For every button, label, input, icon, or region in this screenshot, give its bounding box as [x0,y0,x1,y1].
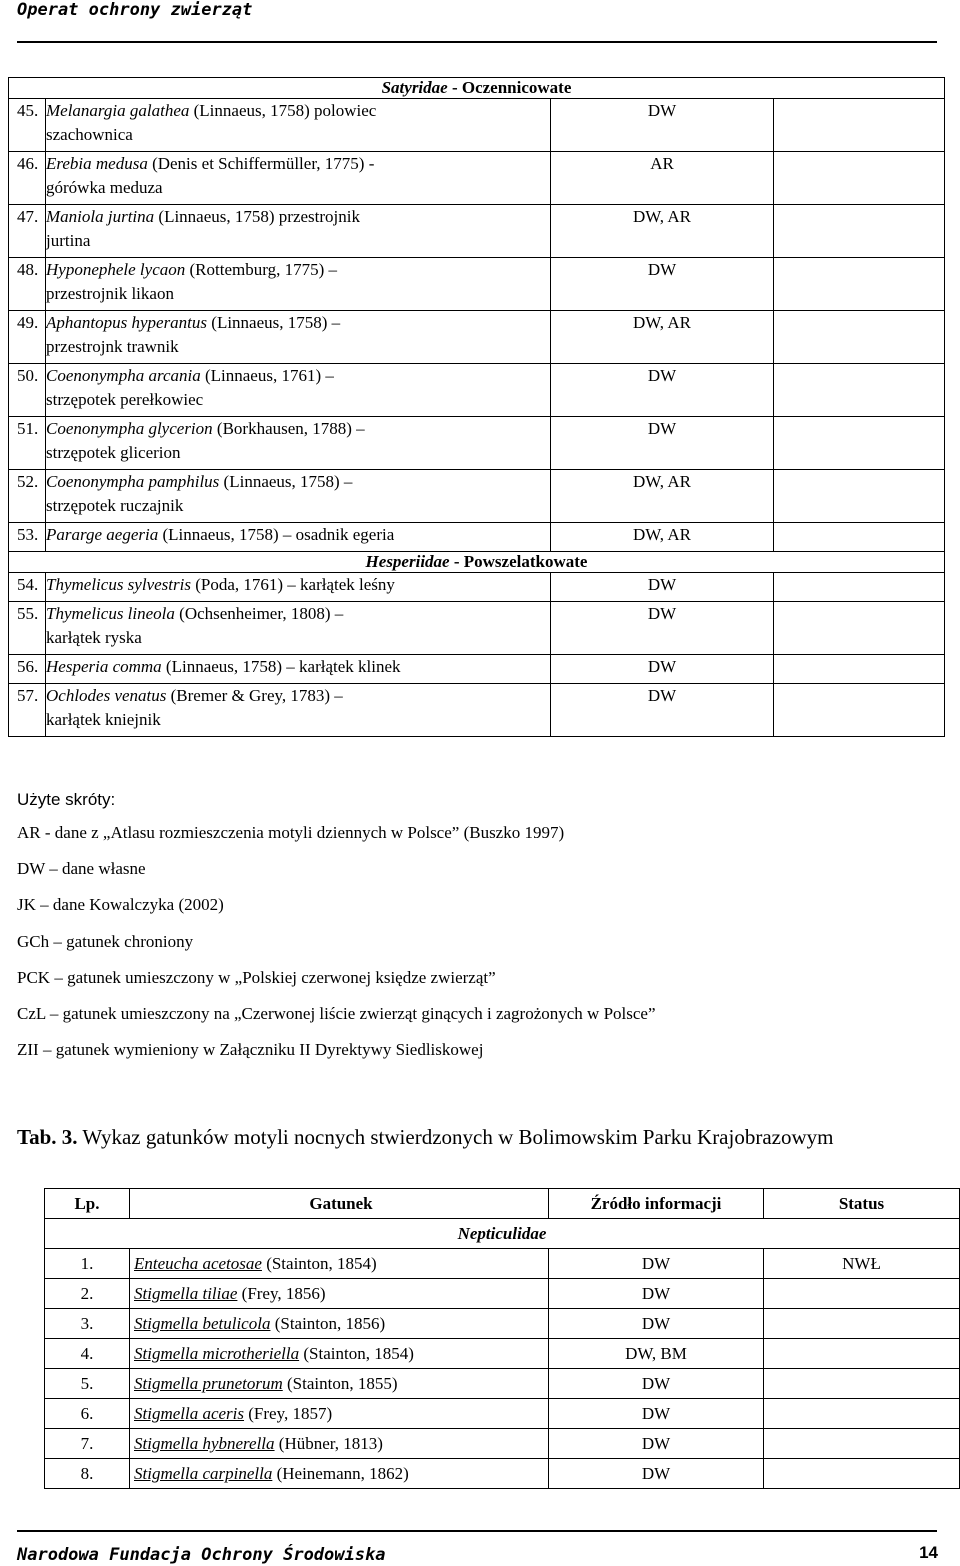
species-row [9,99,945,152]
species-number: 49. [9,311,46,364]
species-source: DW [551,99,774,152]
moth-species [130,1429,549,1459]
moth-number: 3. [45,1309,130,1339]
species-common-line2: strzępotek perełkowiec [46,390,204,409]
species-latin: Coenonympha pamphilus [46,472,220,491]
species-author-common: (Bremer & Grey, 1783) – [166,686,343,705]
moth-species [130,1399,549,1429]
species-source: DW, AR [551,205,774,258]
species-status [774,205,945,258]
moth-row [45,1429,960,1459]
abbreviation-item: GCh – gatunek chroniony [17,931,194,951]
abbreviation-item: JK – dane Kowalczyka (2002) [17,895,224,915]
species-source: AR [551,152,774,205]
species-common-line2: szachownica [46,125,133,144]
species-latin: Coenonympha glycerion [46,419,213,438]
moth-author: (Stainton, 1856) [270,1314,386,1333]
moth-status [764,1459,960,1489]
moth-source: DW [549,1309,764,1339]
family-row-satyridae [9,78,945,99]
species-author-common: (Linnaeus, 1758) – osadnik egeria [158,525,395,544]
species-latin: Ochlodes venatus [46,686,167,705]
footer-rule [17,1530,937,1532]
moth-status [764,1369,960,1399]
species-latin: Melanargia galathea [46,101,190,120]
abbreviations-title: Użyte skróty: [17,790,116,809]
species-number: 50. [9,364,46,417]
species-latin: Thymelicus sylvestris [46,575,191,594]
table-header-row [45,1189,960,1219]
moth-latin: Stigmella microtheriella [134,1344,300,1363]
moth-species [130,1369,549,1399]
species-latin: Pararge aegeria [46,525,159,544]
species-row [9,523,945,552]
abbreviation-item: AR - dane z „Atlasu rozmieszczenia motyli dziennych w Polsce” (Buszko 1997) [17,823,565,842]
family-latin: Satyridae [381,78,448,97]
footer-org: Narodowa Fundacja Ochrony Środowiska [17,1545,386,1565]
moth-source: DW [549,1249,764,1279]
species-common-line2: jurtina [46,231,91,250]
header-zrodlo: Źródło informacji [549,1189,764,1219]
moth-species-table [44,1188,960,1489]
species-name [46,470,551,523]
species-author-common: (Ochsenheimer, 1808) – [174,604,344,623]
species-name [46,364,551,417]
moth-source: DW [549,1459,764,1489]
species-status [774,684,945,737]
moth-number: 5. [45,1369,130,1399]
abbreviation-item: PCK – gatunek umieszczony w „Polskiej czerwonej księdze zwierząt” [17,967,496,987]
page-header-title: Operat ochrony zwierząt [17,0,253,20]
species-name [46,99,551,152]
moth-row [45,1249,960,1279]
species-row [9,655,945,684]
species-number: 55. [9,602,46,655]
species-row [9,364,945,417]
moth-author: (Heinemann, 1862) [272,1464,409,1483]
header-lp: Lp. [45,1189,130,1219]
species-number: 57. [9,684,46,737]
moth-row [45,1279,960,1309]
moth-latin: Stigmella prunetorum [134,1374,283,1393]
moth-status: NWŁ [764,1249,960,1279]
species-source: DW, AR [551,311,774,364]
species-latin: Aphantopus hyperantus [46,313,208,332]
species-status [774,99,945,152]
species-number: 56. [9,655,46,684]
moth-species [130,1309,549,1339]
species-name [46,311,551,364]
moth-species [130,1459,549,1489]
species-name [46,523,551,552]
moth-latin: Stigmella aceris [134,1404,245,1423]
species-name [46,417,551,470]
species-source: DW [551,258,774,311]
moth-row [45,1369,960,1399]
species-status [774,655,945,684]
moth-author: (Stainton, 1854) [261,1254,377,1273]
moth-number: 4. [45,1339,130,1369]
species-number: 47. [9,205,46,258]
species-number: 54. [9,573,46,602]
table-caption-text: Wykaz gatunków motyli nocnych stwierdzonych w Bolimowskim Parku Krajobrazowym [77,1125,834,1149]
moth-species [130,1249,549,1279]
species-source: DW, AR [551,523,774,552]
moth-source: DW [549,1369,764,1399]
species-row [9,258,945,311]
species-author-common: (Linnaeus, 1758) – [207,313,341,332]
species-number: 53. [9,523,46,552]
moth-number: 8. [45,1459,130,1489]
species-status [774,523,945,552]
moth-latin: Stigmella betulicola [134,1314,271,1333]
moth-status [764,1309,960,1339]
species-status [774,470,945,523]
moth-number: 6. [45,1399,130,1429]
moth-number: 7. [45,1429,130,1459]
species-number: 48. [9,258,46,311]
species-source: DW [551,602,774,655]
species-number: 52. [9,470,46,523]
moth-source: DW [549,1429,764,1459]
species-row [9,602,945,655]
species-status [774,258,945,311]
species-author-common: (Linnaeus, 1758) – [219,472,353,491]
species-author-common: (Linnaeus, 1761) – [200,366,334,385]
species-latin: Thymelicus lineola [46,604,175,623]
moth-latin: Stigmella hybnerella [134,1434,275,1453]
species-author-common: (Rottemburg, 1775) – [185,260,337,279]
table-caption [17,1121,944,1154]
moth-status [764,1339,960,1369]
species-row [9,205,945,258]
header-status: Status [764,1189,960,1219]
family-polish: - Oczennicowate [447,78,572,97]
species-row [9,470,945,523]
species-status [774,152,945,205]
species-common-line2: przestrojnk trawnik [46,337,179,356]
species-common-line2: strzępotek glicerion [46,443,181,462]
species-author-common: (Linnaeus, 1758) – karłątek klinek [161,657,401,676]
moth-author: (Stainton, 1854) [299,1344,414,1363]
moth-author: (Frey, 1856) [237,1284,326,1303]
species-status [774,417,945,470]
abbreviation-item: DW – dane własne [17,859,146,879]
species-row [9,152,945,205]
moth-latin: Stigmella carpinella [134,1464,273,1483]
species-common-line2: górówka meduza [46,178,163,197]
species-source: DW [551,364,774,417]
moth-author: (Hübner, 1813) [274,1434,383,1453]
species-status [774,364,945,417]
family-latin: Hesperiidae [365,552,450,571]
species-author-common: (Poda, 1761) – karłątek leśny [190,575,395,594]
species-latin: Coenonympha arcania [46,366,201,385]
family-row-nepticulidae [45,1219,960,1249]
moth-source: DW [549,1399,764,1429]
species-name [46,684,551,737]
species-author-common: (Linnaeus, 1758) polowiec [189,101,377,120]
moth-latin: Stigmella tiliae [134,1284,238,1303]
moth-source: DW, BM [549,1339,764,1369]
family-cell [9,552,945,573]
species-name [46,602,551,655]
abbreviation-item: CzL – gatunek umieszczony na „Czerwonej liście zwierząt ginących i zagrożonych w Polsce” [17,1004,656,1023]
species-number: 51. [9,417,46,470]
moth-author: (Frey, 1857) [244,1404,333,1423]
moth-row [45,1339,960,1369]
moth-row [45,1309,960,1339]
species-latin: Maniola jurtina [46,207,155,226]
species-source: DW [551,684,774,737]
species-number: 45. [9,99,46,152]
moth-author: (Stainton, 1855) [282,1374,398,1393]
family-name: Nepticulidae [45,1219,960,1249]
species-name [46,258,551,311]
species-source: DW [551,417,774,470]
header-rule [17,41,937,43]
species-name [46,152,551,205]
abbreviation-item: ZII – gatunek wymieniony w Załączniku II Dyrektywy Siedliskowej [17,1040,484,1060]
species-source: DW [551,655,774,684]
header-gatunek: Gatunek [130,1189,549,1219]
species-name [46,655,551,684]
species-row [9,573,945,602]
species-common-line2: karłątek ryska [46,628,142,647]
species-row [9,684,945,737]
species-common-line2: strzępotek ruczajnik [46,496,184,515]
species-number: 46. [9,152,46,205]
moth-number: 1. [45,1249,130,1279]
butterfly-species-table [8,77,945,737]
family-row-hesperiidae [9,552,945,573]
table-caption-label: Tab. 3. [17,1125,78,1149]
species-status [774,602,945,655]
moth-number: 2. [45,1279,130,1309]
moth-species [130,1339,549,1369]
moth-latin: Enteucha acetosae [134,1254,262,1273]
species-author-common: (Borkhausen, 1788) – [212,419,365,438]
species-source: DW [551,573,774,602]
page-number: 14 [919,1543,938,1562]
moth-status [764,1399,960,1429]
species-status [774,573,945,602]
species-latin: Hyponephele lycaon [46,260,186,279]
moth-status [764,1279,960,1309]
species-author-common: (Denis et Schiffermüller, 1775) - [147,154,375,173]
species-name [46,205,551,258]
species-row [9,417,945,470]
species-name [46,573,551,602]
moth-row [45,1459,960,1489]
species-author-common: (Linnaeus, 1758) przestrojnik [154,207,360,226]
species-row [9,311,945,364]
family-polish: - Powszelatkowate [449,552,588,571]
species-status [774,311,945,364]
moth-species [130,1279,549,1309]
moth-row [45,1399,960,1429]
species-source: DW, AR [551,470,774,523]
species-common-line2: karłątek kniejnik [46,710,161,729]
species-common-line2: przestrojnik likaon [46,284,174,303]
species-latin: Hesperia comma [46,657,162,676]
species-latin: Erebia medusa [46,154,148,173]
moth-source: DW [549,1279,764,1309]
moth-status [764,1429,960,1459]
